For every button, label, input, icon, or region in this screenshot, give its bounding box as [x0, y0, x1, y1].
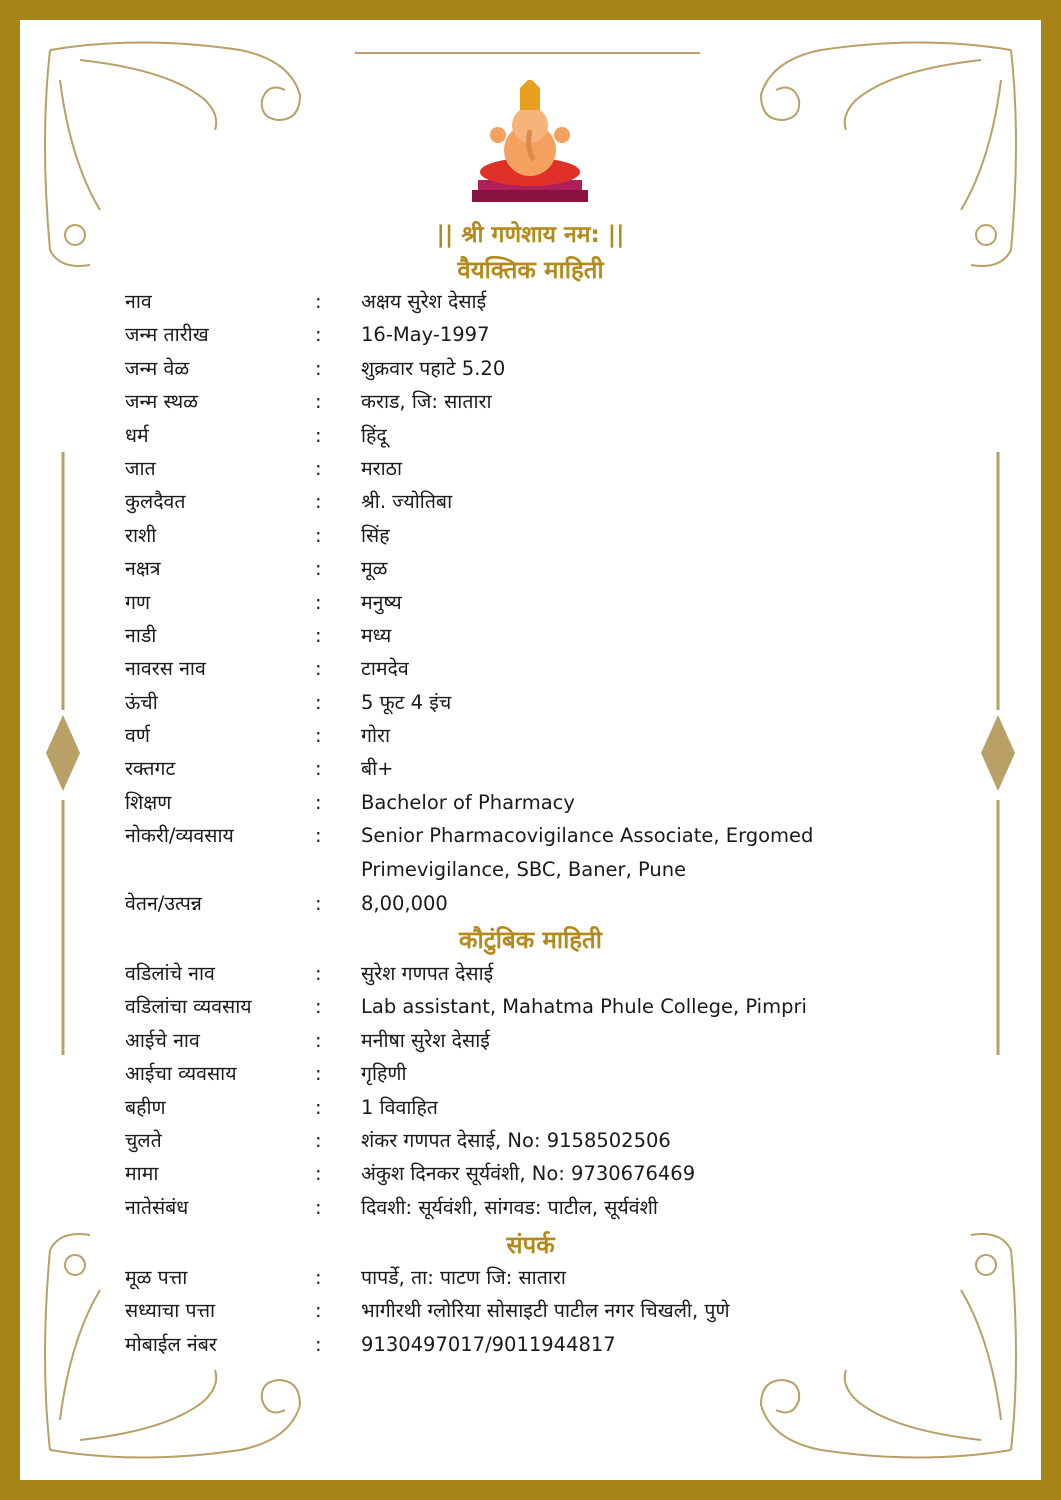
detail-label: वडिलांचे नाव [125, 962, 215, 985]
detail-value: टामदेव [361, 657, 409, 681]
detail-value: Bachelor of Pharmacy [361, 790, 575, 814]
detail-label: ऊंची [125, 690, 158, 714]
detail-label: जन्म स्थळ [125, 390, 199, 414]
separator: : [315, 1332, 322, 1356]
detail-row [125, 485, 885, 518]
detail-label: धर्म [125, 423, 149, 447]
separator: : [315, 1195, 322, 1219]
separator: : [315, 757, 322, 781]
detail-value: अक्षय सुरेश देसाई [361, 290, 487, 313]
separator: : [315, 490, 322, 514]
detail-label: राशी [125, 523, 157, 547]
separator: : [315, 323, 322, 347]
detail-label: नक्षत्र [125, 557, 161, 581]
detail-value: मध्य [361, 623, 392, 647]
detail-value: सिंह [361, 523, 390, 547]
detail-value: शंकर गणपत देसाई, No: 9158502506 [361, 1128, 671, 1152]
detail-row [125, 1328, 885, 1361]
detail-row [125, 352, 885, 385]
section-title-personal: वैयक्तिक माहिती [457, 256, 604, 284]
detail-value: शुक्रवार पहाटे 5.20 [361, 356, 506, 380]
separator: : [315, 962, 322, 985]
detail-value: भागीरथी ग्लोरिया सोसाइटी पाटील नगर चिखली, पुणे [361, 1299, 730, 1323]
detail-row [125, 1024, 885, 1057]
detail-label: कुलदैवत [125, 490, 186, 514]
separator: : [315, 456, 322, 480]
detail-value: गृहिणी [361, 1062, 407, 1086]
detail-label: आईचा व्यवसाय [125, 1062, 237, 1086]
separator: : [315, 423, 322, 447]
detail-label: बहीण [125, 1095, 166, 1119]
separator: : [315, 690, 322, 714]
detail-row [125, 990, 885, 1023]
detail-value: हिंदू [361, 423, 387, 447]
detail-row [125, 419, 885, 452]
detail-label: जन्म तारीख [125, 323, 209, 347]
separator: : [315, 290, 322, 313]
detail-label: नोकरी/व्यवसाय [125, 824, 234, 848]
detail-value: सुरेश गणपत देसाई [361, 962, 494, 985]
separator: : [315, 657, 322, 681]
detail-label: नावरस नाव [125, 657, 206, 681]
detail-label: वडिलांचा व्यवसाय [125, 995, 252, 1019]
detail-row [125, 819, 885, 887]
detail-value: Senior Pharmacovigilance Associate, Ergomed Primevigilance, SBC, Baner, Pune [361, 824, 814, 881]
detail-row [125, 957, 885, 990]
detail-label: मोबाईल नंबर [125, 1332, 217, 1356]
detail-row [125, 1057, 885, 1090]
detail-value: अंकुश दिनकर सूर्यवंशी, No: 9730676469 [361, 1162, 696, 1186]
family-details-list [125, 957, 885, 1224]
detail-value: 5 फूट 4 इंच [361, 690, 452, 714]
detail-row [125, 452, 885, 485]
detail-value: कराड, जि: सातारा [361, 390, 492, 414]
separator: : [315, 1128, 322, 1152]
separator: : [315, 724, 322, 748]
detail-value: Lab assistant, Mahatma Phule College, Pimpri [361, 995, 807, 1019]
detail-row [125, 285, 885, 318]
separator: : [315, 1266, 322, 1289]
detail-value: गोरा [361, 724, 391, 748]
detail-label: वर्ण [125, 724, 150, 748]
detail-label: रक्तगट [125, 757, 176, 781]
separator: : [315, 1162, 322, 1186]
detail-label: शिक्षण [125, 790, 172, 814]
detail-row [125, 887, 885, 920]
detail-value: 9130497017/9011944817 [361, 1332, 616, 1356]
detail-row [125, 1157, 885, 1190]
detail-row [125, 1124, 885, 1157]
detail-value: मूळ [361, 557, 388, 581]
detail-value: मराठा [361, 456, 403, 480]
detail-label: जन्म वेळ [125, 356, 190, 380]
detail-value: श्री. ज्योतिबा [361, 490, 453, 514]
detail-label: गण [125, 590, 151, 614]
detail-value: पापर्डे, ता: पाटण जि: सातारा [361, 1266, 566, 1289]
detail-row [125, 586, 885, 619]
detail-row [125, 1191, 885, 1224]
detail-value: दिवशी: सूर्यवंशी, सांगवड: पाटील, सूर्यवंशी [361, 1195, 658, 1219]
separator: : [315, 557, 322, 581]
left-diamond-ornament [46, 715, 80, 791]
detail-row [125, 686, 885, 719]
separator: : [315, 1299, 322, 1323]
detail-label: मूळ पत्ता [125, 1266, 188, 1289]
detail-row [125, 519, 885, 552]
detail-value: 8,00,000 [361, 892, 448, 916]
separator: : [315, 995, 322, 1019]
biodata-page [20, 20, 1041, 1480]
detail-row [125, 1294, 885, 1327]
separator: : [315, 590, 322, 614]
contact-details-list [125, 1261, 885, 1361]
detail-row [125, 719, 885, 752]
detail-row [125, 652, 885, 685]
detail-value: मनुष्य [361, 590, 402, 614]
separator: : [315, 390, 322, 414]
detail-row [125, 786, 885, 819]
separator: : [315, 523, 322, 547]
detail-row [125, 752, 885, 785]
detail-value: 1 विवाहित [361, 1095, 438, 1119]
detail-label: वेतन/उत्पन्न [125, 892, 202, 916]
separator: : [315, 824, 322, 848]
detail-label: नाडी [125, 623, 157, 647]
detail-row [125, 552, 885, 585]
personal-details-list [125, 285, 885, 921]
detail-label: आईचे नाव [125, 1028, 200, 1052]
separator: : [315, 790, 322, 814]
separator: : [315, 1095, 322, 1119]
detail-label: चुलते [125, 1128, 162, 1152]
detail-row [125, 318, 885, 351]
separator: : [315, 1062, 322, 1086]
detail-label: जात [125, 456, 156, 480]
detail-value: मनीषा सुरेश देसाई [361, 1028, 490, 1052]
detail-row [125, 619, 885, 652]
section-title-contact: संपर्क [506, 1231, 555, 1259]
detail-label: सध्याचा पत्ता [125, 1299, 216, 1323]
detail-value: बी+ [361, 757, 394, 781]
separator: : [315, 623, 322, 647]
separator: : [315, 356, 322, 380]
detail-label: नातेसंबंध [125, 1195, 189, 1219]
detail-label: नाव [125, 290, 152, 313]
detail-value: 16-May-1997 [361, 323, 490, 347]
separator: : [315, 1028, 322, 1052]
separator: : [315, 892, 322, 916]
detail-row [125, 1261, 885, 1294]
detail-row [125, 385, 885, 418]
ganesha-icon [468, 80, 592, 206]
invocation-title: || श्री गणेशाय नम: || [436, 222, 625, 248]
section-title-family: कौटुंबिक माहिती [459, 926, 602, 954]
detail-label: मामा [125, 1162, 159, 1186]
detail-row [125, 1091, 885, 1124]
right-diamond-ornament [981, 715, 1015, 791]
